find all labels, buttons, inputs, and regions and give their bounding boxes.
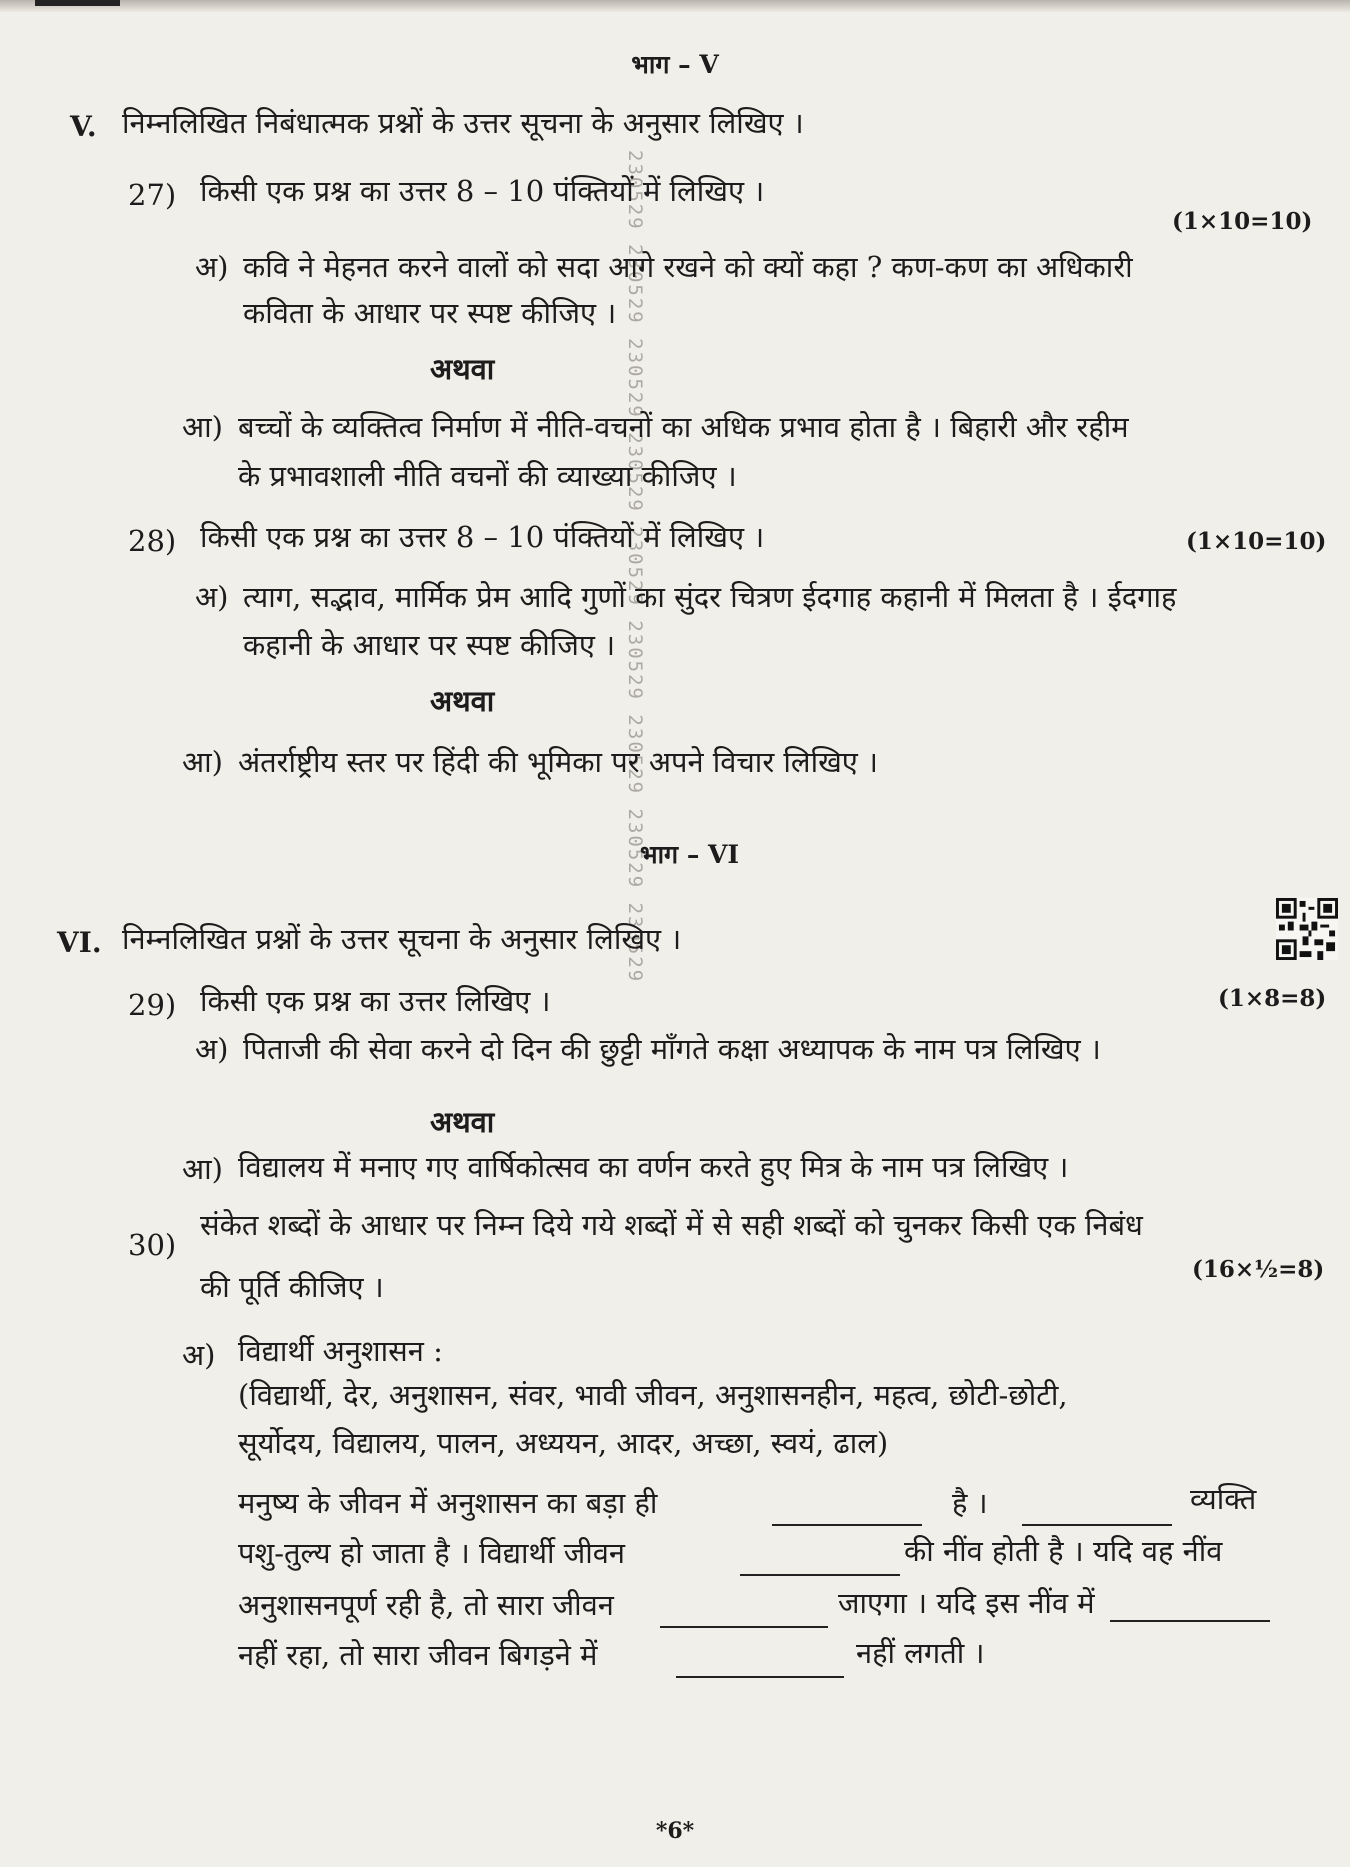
q29-text: किसी एक प्रश्न का उत्तर लिखिए । — [200, 984, 551, 1018]
q28-b-label: आ) — [182, 745, 223, 779]
page-number: *6* — [655, 1818, 695, 1844]
blank-3[interactable] — [740, 1550, 900, 1576]
q27-number: 27) — [128, 178, 177, 212]
q30-words-line2: सूर्योदय, विद्यालय, पालन, अध्ययन, आदर, अच्छा, स्वयं, ढाल) — [238, 1426, 889, 1460]
blank-6[interactable] — [676, 1652, 844, 1678]
q27-a-label: अ) — [195, 250, 229, 284]
q30-a-label: अ) — [182, 1338, 216, 1372]
q30-para-line4-b: नहीं लगती । — [856, 1636, 985, 1670]
part6-instruction-number: VI. — [57, 926, 102, 959]
blank-1[interactable] — [772, 1500, 922, 1526]
q30-words-line1: (विद्यार्थी, देर, अनुशासन, संवर, भावी जीवन, अनुशासनहीन, महत्व, छोटी-छोटी, — [238, 1378, 1068, 1412]
q30-a-title: विद्यार्थी अनुशासन : — [238, 1334, 443, 1368]
q30-line1: संकेत शब्दों के आधार पर निम्न दिये गये शब्दों में से सही शब्दों को चुनकर किसी एक निबंध — [200, 1208, 1143, 1242]
part5-heading: भाग – V — [631, 50, 719, 79]
qr-code-icon — [1276, 898, 1338, 960]
q27-or: अथवा — [430, 352, 495, 386]
serial-watermark: 230529 230529 230529 230529 230529 230529 230529 230529 230529 — [624, 150, 646, 984]
q29-or: अथवा — [430, 1105, 495, 1139]
q27-b-line2: के प्रभावशाली नीति वचनों की व्याख्या कीजिए । — [238, 459, 737, 493]
q27-text: किसी एक प्रश्न का उत्तर 8 – 10 पंक्तियों में लिखिए । — [200, 174, 765, 208]
q28-a-line2: कहानी के आधार पर स्पष्ट कीजिए । — [243, 628, 616, 662]
q30-line2: की पूर्ति कीजिए । — [200, 1270, 384, 1304]
q29-number: 29) — [128, 988, 177, 1022]
part5-instruction-number: V. — [70, 110, 97, 143]
blank-4[interactable] — [660, 1602, 828, 1628]
q30-para-line3-b: जाएगा । यदि इस नींव में — [838, 1586, 1095, 1620]
part5-instruction: निम्नलिखित निबंधात्मक प्रश्नों के उत्तर सूचना के अनुसार लिखिए । — [122, 106, 804, 140]
part6-instruction: निम्नलिखित प्रश्नों के उत्तर सूचना के अनुसार लिखिए । — [122, 922, 682, 956]
blank-5[interactable] — [1110, 1596, 1270, 1622]
q28-b-line1: अंतर्राष्ट्रीय स्तर पर हिंदी की भूमिका पर अपने विचार लिखिए । — [238, 745, 879, 779]
q27-b-line1: बच्चों के व्यक्तित्व निर्माण में नीति-वचनों का अधिक प्रभाव होता है । बिहारी और रहीम — [238, 410, 1129, 444]
part6-heading: भाग – VI — [640, 840, 740, 869]
q28-number: 28) — [128, 524, 177, 558]
q30-para-line1-a: मनुष्य के जीवन में अनुशासन का बड़ा ही — [238, 1486, 658, 1520]
q28-a-label: अ) — [195, 580, 229, 614]
q30-number: 30) — [128, 1228, 177, 1262]
blank-2[interactable] — [1022, 1500, 1172, 1526]
q28-text: किसी एक प्रश्न का उत्तर 8 – 10 पंक्तियों में लिखिए । — [200, 520, 765, 554]
q27-a-line1: कवि ने मेहनत करने वालों को सदा आगे रखने को क्यों कहा ? कण-कण का अधिकारी — [243, 250, 1133, 284]
q28-marks: (1×10=10) — [1186, 528, 1327, 555]
q29-a-label: अ) — [195, 1032, 229, 1066]
q29-a-line1: पिताजी की सेवा करने दो दिन की छुट्टी माँगते कक्षा अध्यापक के नाम पत्र लिखिए । — [243, 1032, 1101, 1066]
q29-b-label: आ) — [182, 1152, 223, 1186]
q28-a-line1: त्याग, सद्भाव, मार्मिक प्रेम आदि गुणों का सुंदर चित्रण ईदगाह कहानी में मिलता है । ईदगाह — [243, 580, 1177, 614]
q30-para-line1-c: व्यक्ति — [1190, 1482, 1257, 1516]
q30-marks: (16×½=8) — [1192, 1256, 1325, 1283]
q30-para-line3-a: अनुशासनपूर्ण रही है, तो सारा जीवन — [238, 1588, 614, 1622]
scan-top-mark — [35, 0, 120, 6]
q27-a-line2: कविता के आधार पर स्पष्ट कीजिए । — [243, 296, 617, 330]
q27-marks: (1×10=10) — [1172, 208, 1313, 235]
q29-marks: (1×8=8) — [1218, 985, 1327, 1012]
q28-or: अथवा — [430, 684, 495, 718]
q27-b-label: आ) — [182, 410, 223, 444]
q29-b-line1: विद्यालय में मनाए गए वार्षिकोत्सव का वर्णन करते हुए मित्र के नाम पत्र लिखिए । — [238, 1150, 1069, 1184]
scan-top-edge — [0, 0, 1350, 12]
q30-para-line2-b: की नींव होती है । यदि वह नींव — [904, 1534, 1223, 1568]
q30-para-line1-b: है । — [952, 1486, 988, 1520]
q30-para-line2-a: पशु-तुल्य हो जाता है । विद्यार्थी जीवन — [238, 1536, 625, 1570]
q30-para-line4-a: नहीं रहा, तो सारा जीवन बिगड़ने में — [238, 1638, 598, 1672]
